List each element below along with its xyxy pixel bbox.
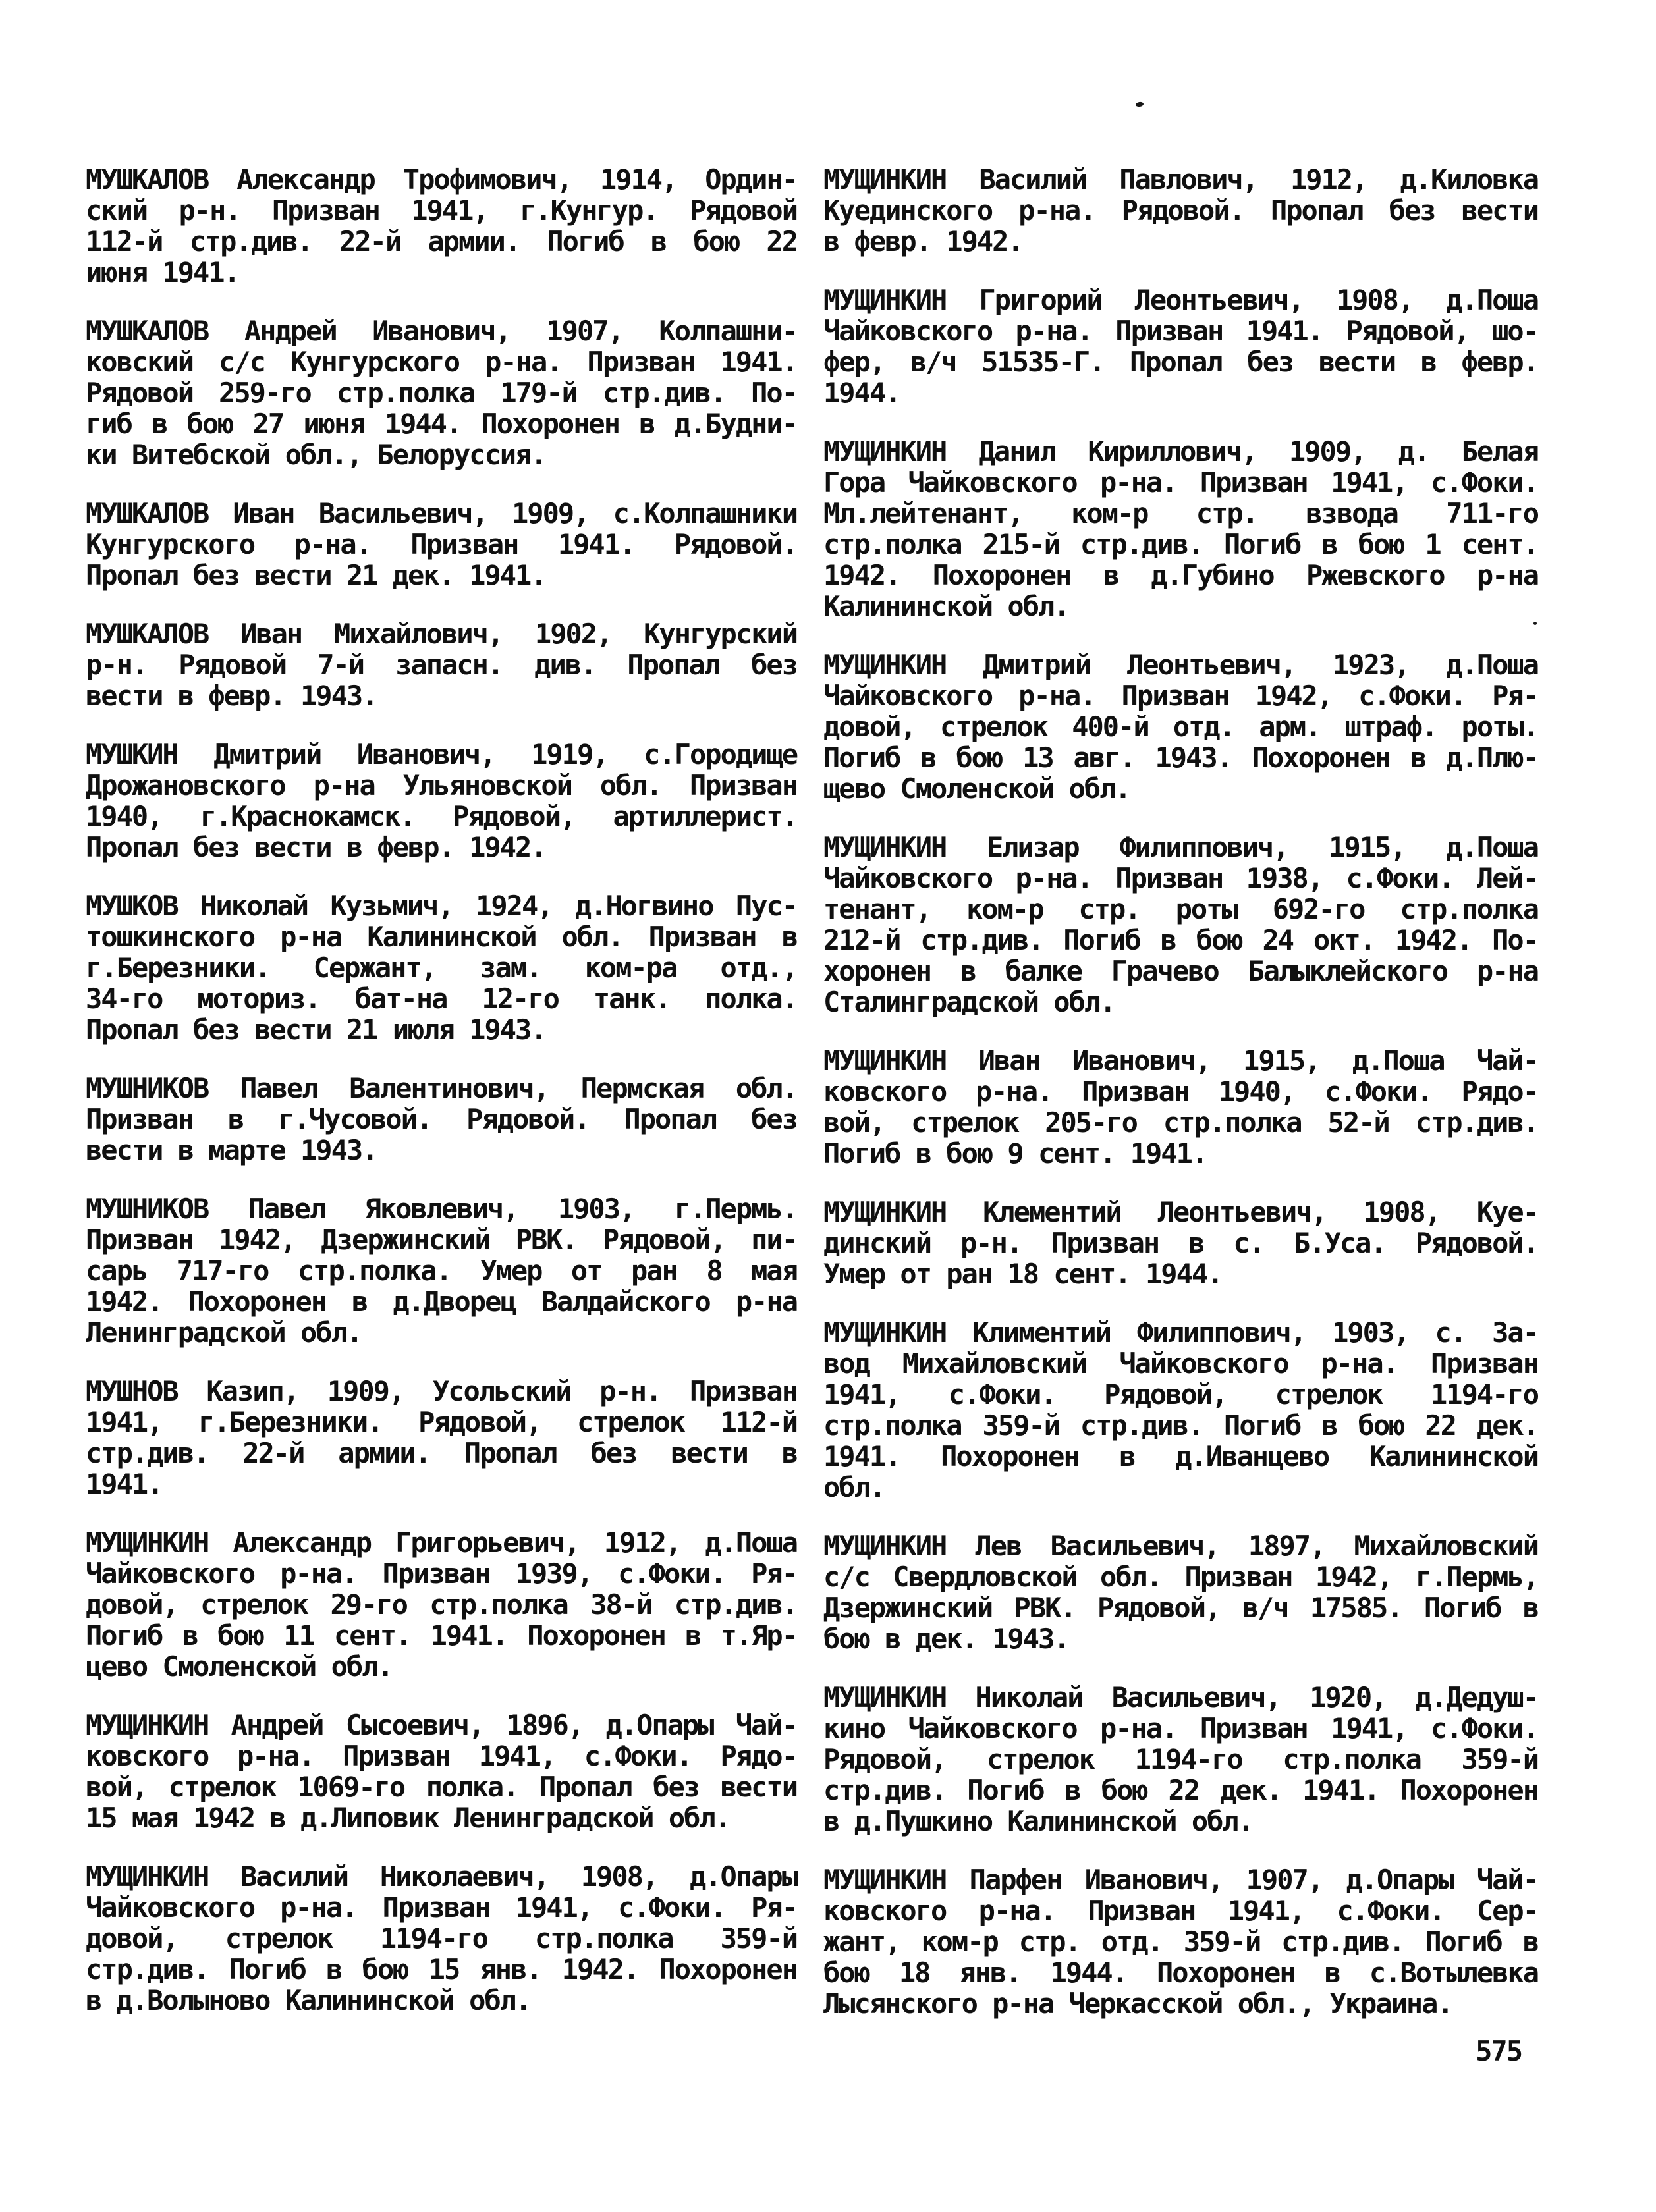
entry-line: МУЩИНКИН Иван Иванович, 1915, д.Поша Чай- [823,1044,1538,1077]
entry-line: МУЩИНКИН Андрей Сысоевич, 1896, д.Опары Чай- [86,1709,797,1741]
entry-line: Чайковского р-на. Призван 1941. Рядовой, шо- [823,315,1538,347]
memorial-entry [86,890,797,1045]
entry-line: МУЩИНКИН Александр Григорьевич, 1912, д.Поша [86,1526,797,1559]
entry-line: обл. [823,1471,885,1503]
entry-line: 1942. Похоронен в д.Губино Ржевского р-на [823,559,1538,591]
entry-line: Рядовой, стрелок 1194-го стр.полка 359-й [823,1743,1538,1775]
right-column [823,164,1538,2019]
memorial-entry [823,1682,1538,1837]
entry-line: ковский с/с Кунгурского р-на. Призван 1941. [86,346,797,378]
entry-line: Лысянского р-на Черкасской обл., Украина. [823,1987,1452,2020]
memorial-entry [86,1073,797,1166]
entry-line: Чайковского р-на. Призван 1941, с.Фоки. Ря- [86,1891,797,1924]
entry-line: 1940, г.Краснокамск. Рядовой, артиллерист. [86,800,797,832]
entry-line: 1941. [86,1468,163,1500]
entry-line: динский р-н. Призван в с. Б.Уса. Рядовой. [823,1227,1538,1259]
entry-line: Куединского р-на. Рядовой. Пропал без вести [823,194,1538,227]
entry-line: стр.див. Погиб в бою 15 янв. 1942. Похоронен [86,1953,797,1985]
entry-line: Рядовой 259-го стр.полка 179-й стр.див. По- [86,377,797,409]
entry-line: ки Витебской обл., Белоруссия. [86,439,546,471]
entry-line: вод Михайловский Чайковского р-на. Призван [823,1347,1538,1380]
entry-line: 15 мая 1942 в д.Липовик Ленинградской обл. [86,1802,731,1834]
entry-line: вести в февр. 1943. [86,680,377,712]
entry-line: Сталинградской обл. [823,986,1115,1018]
entry-line: МУШНИКОВ Павел Валентинович, Пермская обл. [86,1072,797,1104]
entry-line: ковского р-на. Призван 1941, с.Фоки. Рядо- [86,1740,797,1772]
entry-line: МУЩИНКИН Климентий Филиппович, 1903, с. За- [823,1316,1538,1349]
memorial-entry [86,1193,797,1348]
entry-line: тошкинского р-на Калининской обл. Призван в [86,921,797,953]
entry-line: вой, стрелок 205-го стр.полка 52-й стр.див. [823,1106,1538,1139]
memorial-entry [823,1530,1538,1654]
entry-line: Ленинградской обл. [86,1316,362,1349]
entry-line: Кунгурского р-на. Призван 1941. Рядовой. [86,528,797,560]
entry-line: вести в марте 1943. [86,1134,377,1166]
entry-line: Мл.лейтенант, ком-р стр. взвода 711-го [823,497,1538,529]
entry-line: фер, в/ч 51535-Г. Пропал без вести в февр. [823,346,1538,378]
entry-line: Погиб в бою 11 сент. 1941. Похоронен в т.Яр- [86,1619,797,1652]
memorial-entry [823,164,1538,257]
entry-line: вой, стрелок 1069-го полка. Пропал без вести [86,1771,797,1803]
entry-line: довой, стрелок 29-го стр.полка 38-й стр.див. [86,1588,797,1621]
entry-line: 1941, с.Фоки. Рядовой, стрелок 1194-го [823,1378,1538,1411]
text-columns [86,164,1538,2019]
entry-line: МУЩИНКИН Григорий Леонтьевич, 1908, д.Поша [823,284,1538,316]
memorial-entry [823,832,1538,1017]
entry-line: с/с Свердловской обл. Призван 1942, г.Пермь, [823,1561,1538,1593]
entry-line: Дрожановского р-на Ульяновской обл. Призван [86,769,797,801]
entry-line: МУШКАЛОВ Иван Михайлович, 1902, Кунгурский [86,618,797,650]
entry-line: стр.полка 215-й стр.див. Погиб в бою 1 сент. [823,528,1538,560]
entry-line: 1941. Похоронен в д.Иванцево Калининской [823,1440,1538,1472]
entry-line: р-н. Рядовой 7-й запасн. див. Пропал без [86,649,797,681]
entry-line: 1941, г.Березники. Рядовой, стрелок 112-й [86,1406,797,1438]
entry-line: щево Смоленской обл. [823,772,1130,805]
entry-line: стр.див. Погиб в бою 22 дек. 1941. Похоронен [823,1774,1538,1806]
entry-line: МУЩИНКИН Лев Васильевич, 1897, Михайловский [823,1530,1538,1562]
entry-line: Пропал без вести 21 дек. 1941. [86,559,546,591]
entry-line: кино Чайковского р-на. Призван 1941, с.Фоки. [823,1712,1538,1744]
entry-line: Чайковского р-на. Призван 1942, с.Фоки. Ря- [823,680,1538,712]
entry-line: МУШКАЛОВ Александр Трофимович, 1914, Ордин- [86,163,797,196]
entry-line: МУШКОВ Николай Кузьмич, 1924, д.Ногвино Пус- [86,890,797,922]
memorial-entry [86,739,797,863]
entry-line: МУЩИНКИН Данил Кириллович, 1909, д. Белая [823,435,1538,468]
memorial-entry [86,1376,797,1499]
entry-line: Пропал без вести 21 июля 1943. [86,1013,546,1046]
entry-line: хоронен в балке Грачево Балыклейского р-на [823,955,1538,987]
entry-line: МУЩИНКИН Дмитрий Леонтьевич, 1923, д.Поша [823,649,1538,681]
entry-line: МУШНОВ Казип, 1909, Усольский р-н. Призван [86,1375,797,1407]
entry-line: Умер от ран 18 сент. 1944. [823,1258,1223,1290]
entry-line: МУЩИНКИН Елизар Филиппович, 1915, д.Поша [823,831,1538,863]
entry-line: 212-й стр.див. Погиб в бою 24 окт. 1942. По- [823,924,1538,956]
entry-line: МУЩИНКИН Василий Павлович, 1912, д.Киловка [823,163,1538,196]
memorial-entry [86,618,797,711]
memorial-entry [823,1197,1538,1289]
scan-speck [1136,101,1144,107]
memorial-entry [823,1317,1538,1503]
entry-line: стр.полка 359-й стр.див. Погиб в бою 22 дек. [823,1409,1538,1442]
entry-line: довой, стрелок 400-й отд. арм. штраф. роты. [823,711,1538,743]
entry-line: Дзержинский РВК. Рядовой, в/ч 17585. Погиб в [823,1592,1538,1624]
entry-line: довой, стрелок 1194-го стр.полка 359-й [86,1922,797,1955]
entry-line: Пропал без вести в февр. 1942. [86,831,546,863]
entry-line: цево Смоленской обл. [86,1650,393,1683]
entry-line: в февр. 1942. [823,225,1023,257]
entry-line: Чайковского р-на. Призван 1938, с.Фоки. Лей- [823,862,1538,894]
entry-line: Призван 1942, Дзержинский РВК. Рядовой, пи- [86,1224,797,1256]
entry-line: бою в дек. 1943. [823,1623,1069,1655]
memorial-entry [86,1527,797,1682]
entry-line: в д.Волыново Калининской обл. [86,1984,531,2016]
entry-line: 34-го моториз. бат-на 12-го танк. полка. [86,983,797,1015]
memorial-entry [823,436,1538,622]
memorial-entry [823,284,1538,408]
entry-line: МУШНИКОВ Павел Яковлевич, 1903, г.Пермь. [86,1193,797,1225]
entry-line: г.Березники. Сержант, зам. ком-ра отд., [86,952,797,984]
entry-line: Чайковского р-на. Призван 1939, с.Фоки. Ря- [86,1557,797,1590]
entry-line: МУЩИНКИН Николай Васильевич, 1920, д.Дедуш- [823,1681,1538,1713]
entry-line: ковского р-на. Призван 1941, с.Фоки. Сер- [823,1895,1538,1927]
entry-line: МУШКИН Дмитрий Иванович, 1919, с.Городище [86,738,797,770]
entry-line: Погиб в бою 13 авг. 1943. Похоронен в д.Плю- [823,742,1538,774]
memorial-entry [823,1864,1538,2019]
entry-line: сарь 717-го стр.полка. Умер от ран 8 мая [86,1254,797,1287]
entry-line: МУШКАЛОВ Андрей Иванович, 1907, Колпашни- [86,315,797,347]
memorial-entry [86,1861,797,2016]
left-column [86,164,797,2019]
entry-line: Гора Чайковского р-на. Призван 1941, с.Фоки. [823,466,1538,499]
entry-line: МУЩИНКИН Парфен Иванович, 1907, д.Опары Чай- [823,1864,1538,1896]
entry-line: бою 18 янв. 1944. Похоронен в с.Вотылевка [823,1956,1538,1989]
entry-line: в д.Пушкино Калининской обл. [823,1805,1254,1837]
entry-line: МУШКАЛОВ Иван Васильевич, 1909, с.Колпашники [86,497,797,529]
entry-line: тенант, ком-р стр. роты 692-го стр.полка [823,893,1538,925]
entry-line: 1942. Похоронен в д.Дворец Валдайского р-на [86,1285,797,1318]
entry-line: 112-й стр.див. 22-й армии. Погиб в бою 22 [86,225,797,257]
entry-line: Калининской обл. [823,590,1069,622]
memorial-entry [86,164,797,288]
entry-line: Призван в г.Чусовой. Рядовой. Пропал без [86,1103,797,1135]
memorial-entry [823,1045,1538,1169]
entry-line: МУЩИНКИН Василий Николаевич, 1908, д.Опары [86,1860,797,1893]
page-number: 575 [1476,2035,1522,2067]
entry-line: ковского р-на. Призван 1940, с.Фоки. Рядо- [823,1075,1538,1108]
entry-line: гиб в бою 27 июня 1944. Похоронен в д.Будни- [86,408,797,440]
memorial-entry [86,498,797,591]
entry-line: жант, ком-р стр. отд. 359-й стр.див. Погиб в [823,1926,1538,1958]
memorial-entry [823,649,1538,804]
entry-line: июня 1941. [86,256,239,288]
memorial-entry [86,315,797,470]
entry-line: ский р-н. Призван 1941, г.Кунгур. Рядовой [86,194,797,227]
entry-line: МУЩИНКИН Клементий Леонтьевич, 1908, Куе- [823,1196,1538,1228]
entry-line: 1944. [823,377,900,409]
memorial-entry [86,1710,797,1833]
entry-line: стр.див. 22-й армии. Пропал без вести в [86,1437,797,1469]
entry-line: Погиб в бою 9 сент. 1941. [823,1137,1207,1170]
